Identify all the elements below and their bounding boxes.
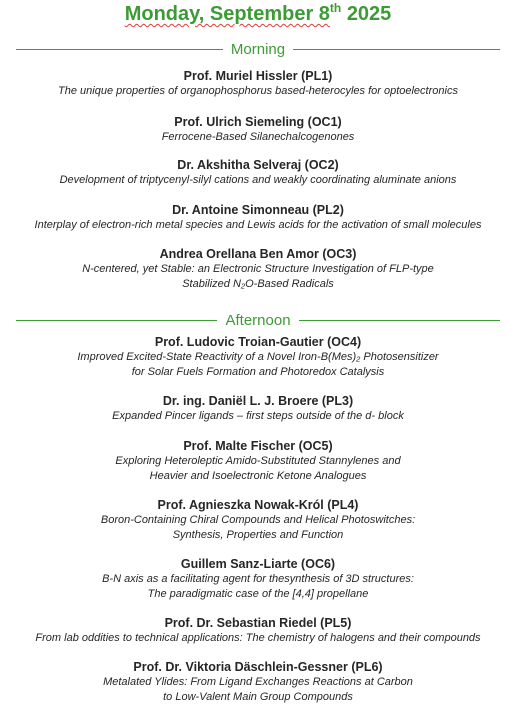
talk-item	[0, 202, 516, 233]
section-label-afternoon: Afternoon	[225, 311, 291, 329]
talk-title	[0, 262, 516, 292]
speaker-name: Dr. Antoine Simonneau (PL2)	[172, 203, 344, 217]
talk-title-line: Synthesis, Properties and Function	[172, 529, 344, 541]
talk-title-line: Improved Excited-State Reactivity of a Novel Iron-B(Mes)₂ Photosensitizer	[77, 351, 439, 363]
speaker-name: Prof. Ludovic Troian-Gautier (OC4)	[154, 335, 362, 349]
speaker-name: Prof. Dr. Viktoria Däschlein-Gessner (PL6)	[133, 660, 383, 674]
section-header-morning	[16, 39, 500, 59]
talk-title	[0, 513, 516, 543]
talk-title	[0, 350, 516, 380]
talk-title	[0, 130, 516, 145]
speaker-name: Andrea Orellana Ben Amor (OC3)	[159, 247, 357, 261]
speaker-name: Prof. Agnieszka Nowak-Król (PL4)	[157, 498, 359, 512]
talk-title-line: The paradigmatic case of the [4,4] propellane	[147, 588, 369, 600]
speaker-name: Dr. Akshitha Selveraj (OC2)	[177, 158, 339, 172]
speaker-name: Guillem Sanz-Liarte (OC6)	[180, 557, 336, 571]
talk-title-line: Exploring Heteroleptic Amido-Substituted Stannylenes and	[115, 455, 401, 467]
talk-title-line: for Solar Fuels Formation and Photoredox Catalysis	[131, 366, 385, 378]
talk-item	[0, 556, 516, 602]
speaker-name: Prof. Muriel Hissler (PL1)	[183, 69, 333, 83]
talk-item	[0, 68, 516, 99]
section-divider-left	[16, 49, 223, 50]
talk-title-line: N-centered, yet Stable: an Electronic Structure Investigation of FLP-type	[82, 263, 434, 275]
section-divider-right	[293, 49, 500, 50]
talk-item	[0, 393, 516, 424]
day-title-date: Monday, September 8	[124, 3, 330, 25]
talk-title	[0, 675, 516, 705]
talk-item	[0, 114, 516, 145]
talk-title	[0, 84, 516, 99]
speaker-name: Prof. Ulrich Siemeling (OC1)	[174, 115, 342, 129]
talk-title	[0, 572, 516, 602]
talk-item	[0, 334, 516, 380]
talk-item	[0, 157, 516, 188]
talk-title-line: to Low-Valent Main Group Compounds	[163, 691, 353, 703]
speaker-name: Prof. Malte Fischer (OC5)	[183, 439, 333, 453]
speaker-name: Prof. Dr. Sebastian Riedel (PL5)	[164, 616, 352, 630]
talk-title-line: Development of triptycenyl-silyl cations and weakly coordinating aluminate anions	[59, 174, 457, 186]
section-divider-left	[16, 320, 217, 321]
talk-item	[0, 246, 516, 292]
section-divider-right	[299, 320, 500, 321]
talk-item	[0, 659, 516, 705]
talk-item	[0, 497, 516, 543]
talk-title	[0, 409, 516, 424]
talk-title-line: Metalated Ylides: From Ligand Exchanges Reactions at Carbon	[103, 676, 413, 688]
day-title-year: 2025	[346, 3, 392, 25]
talk-title-line: Interplay of electron-rich metal species and Lewis acids for the activation of small molecules	[34, 219, 482, 231]
talk-title-line: From lab oddities to technical applications: The chemistry of halogens and their compounds	[35, 632, 481, 644]
day-title	[0, 3, 516, 26]
talk-title	[0, 454, 516, 484]
section-label-morning: Morning	[230, 40, 286, 58]
day-title-ordinal: th	[329, 1, 342, 15]
talk-title-line: Expanded Pincer ligands – first steps outside of the d- block	[112, 410, 404, 422]
talk-title-line: Heavier and Isoelectronic Ketone Analogues	[149, 470, 367, 482]
talk-title	[0, 218, 516, 233]
talk-title	[0, 173, 516, 188]
talk-title-line: Boron-Containing Chiral Compounds and Helical Photoswitches:	[100, 514, 416, 526]
talk-title-line: Ferrocene-Based Silanechalcogenones	[161, 131, 355, 143]
speaker-name: Dr. ing. Daniël L. J. Broere (PL3)	[162, 394, 354, 408]
talk-title-line: Stabilized N₂O-Based Radicals	[182, 278, 334, 290]
talk-item	[0, 615, 516, 646]
talk-item	[0, 438, 516, 484]
talk-title	[0, 631, 516, 646]
section-header-afternoon	[16, 310, 500, 330]
talk-title-line: The unique properties of organophosphorus based-heterocyles for optoelectronics	[58, 85, 458, 97]
talk-title-line: B-N axis as a facilitating agent for thesynthesis of 3D structures:	[102, 573, 414, 585]
